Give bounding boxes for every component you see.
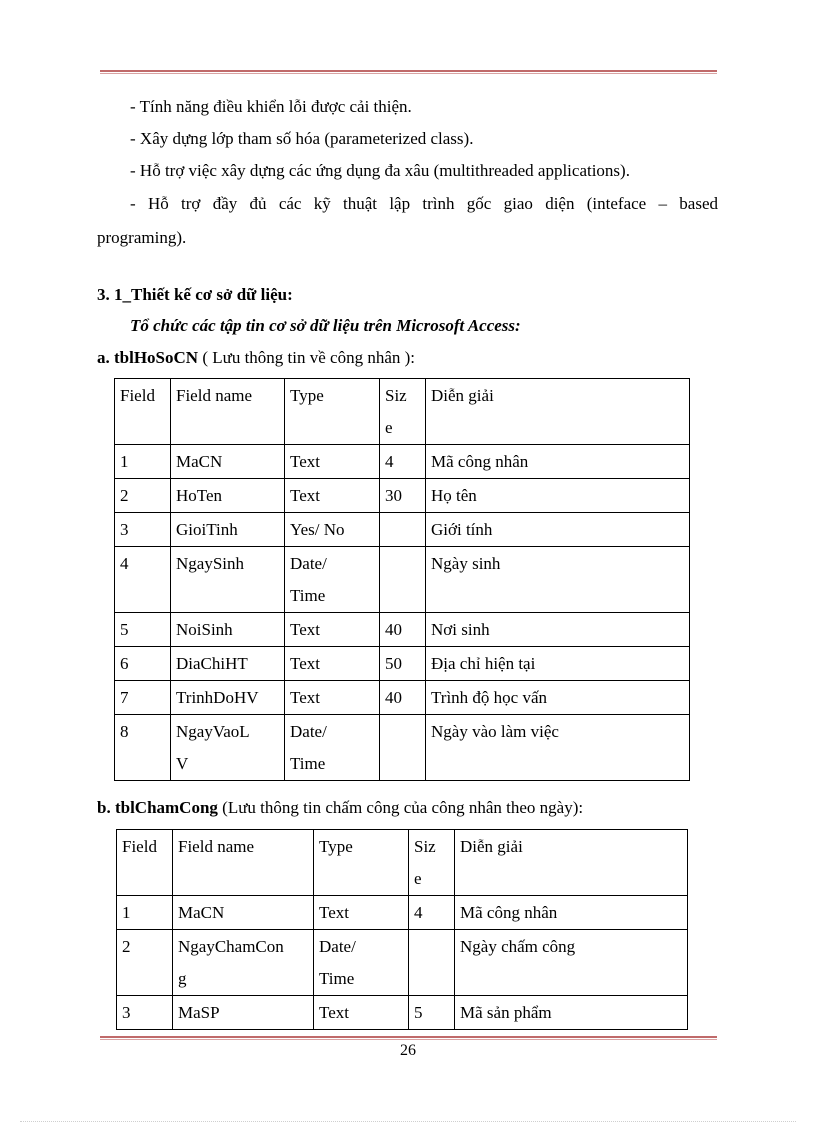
table-cell: Field [115, 379, 171, 445]
table-tblhosocn [114, 378, 690, 781]
table-cell: Diễn giải [455, 830, 688, 896]
table-cell: Date/ Time [314, 930, 409, 996]
table-cell: Text [285, 647, 380, 681]
table-cell: 4 [115, 547, 171, 613]
table-cell: 6 [115, 647, 171, 681]
table-cell: Mã sản phẩm [455, 996, 688, 1030]
table-row [117, 930, 688, 996]
table-cell: 4 [409, 896, 455, 930]
table-cell: MaCN [173, 896, 314, 930]
table-cell: 4 [380, 445, 426, 479]
table-cell: 8 [115, 715, 171, 781]
table-cell: Field [117, 830, 173, 896]
section-heading: 3. 1_Thiết kế cơ sở dữ liệu: [97, 285, 293, 304]
table-cell: HoTen [171, 479, 285, 513]
page-bottom-dotted-line [20, 1121, 796, 1122]
table-cell: 2 [115, 479, 171, 513]
table-cell: Yes/ No [285, 513, 380, 547]
table-row [115, 513, 690, 547]
table-cell: Field name [173, 830, 314, 896]
table-cell: 3 [115, 513, 171, 547]
table-row [115, 547, 690, 613]
table-cell: MaSP [173, 996, 314, 1030]
table-cell: Type [314, 830, 409, 896]
table-cell: Mã công nhân [426, 445, 690, 479]
table-cell: NgaySinh [171, 547, 285, 613]
table-cell: DiaChiHT [171, 647, 285, 681]
table-cell: Text [285, 613, 380, 647]
table-cell: 1 [115, 445, 171, 479]
table-cell: 30 [380, 479, 426, 513]
table-cell: Text [314, 996, 409, 1030]
bullet-error-handling: - Tính năng điều khiển lỗi được cải thiện. [130, 97, 412, 116]
table-row [117, 996, 688, 1030]
table-cell [409, 930, 455, 996]
table-a-label: a. tblHoSoCN ( Lưu thông tin về công nhân ): [97, 348, 416, 367]
table-cell: 40 [380, 681, 426, 715]
table-cell: 3 [117, 996, 173, 1030]
table-cell: Text [285, 681, 380, 715]
table-row [115, 479, 690, 513]
bullet-continuation: programing). [97, 228, 187, 247]
bullet-multithreaded: - Hỗ trợ việc xây dựng các ứng dụng đa xâu (multithreaded applications). [130, 161, 630, 180]
table-cell: Trình độ học vấn [426, 681, 690, 715]
table-cell: Text [285, 479, 380, 513]
table-cell: TrinhDoHV [171, 681, 285, 715]
table-cell [380, 513, 426, 547]
table-cell: Text [314, 896, 409, 930]
table-cell: GioiTinh [171, 513, 285, 547]
section-subheading: Tổ chức các tập tin cơ sở dữ liệu trên Microsoft Access: [130, 316, 521, 335]
table-cell: Date/ Time [285, 547, 380, 613]
table-cell: NgayVaoL V [171, 715, 285, 781]
table-cell: Siz e [380, 379, 426, 445]
table-cell: Ngày chấm công [455, 930, 688, 996]
table-cell: MaCN [171, 445, 285, 479]
table-cell: Text [285, 445, 380, 479]
table-header-row [115, 379, 690, 445]
table-cell: NgayChamCon g [173, 930, 314, 996]
table-cell: 5 [115, 613, 171, 647]
table-b-label: b. tblChamCong (Lưu thông tin chấm công của công nhân theo ngày): [97, 798, 584, 817]
table-cell: NoiSinh [171, 613, 285, 647]
table-cell: 40 [380, 613, 426, 647]
table-row [115, 445, 690, 479]
table-cell: Type [285, 379, 380, 445]
table-cell: Địa chỉ hiện tại [426, 647, 690, 681]
table-row [117, 896, 688, 930]
table-cell: Field name [171, 379, 285, 445]
table-cell: Mã công nhân [455, 896, 688, 930]
table-cell: Ngày vào làm việc [426, 715, 690, 781]
table-cell: Giới tính [426, 513, 690, 547]
table-cell: 7 [115, 681, 171, 715]
table-cell: Họ tên [426, 479, 690, 513]
table-cell: Ngày sinh [426, 547, 690, 613]
table-row [115, 681, 690, 715]
table-cell: 5 [409, 996, 455, 1030]
table-cell: Nơi sinh [426, 613, 690, 647]
footer-rule [100, 1036, 717, 1040]
table-row [115, 715, 690, 781]
table-cell: Date/ Time [285, 715, 380, 781]
bullet-parameterized-class: - Xây dựng lớp tham số hóa (parameterized class). [130, 129, 474, 148]
table-row [115, 613, 690, 647]
table-cell [380, 547, 426, 613]
header-rule [100, 70, 717, 74]
table-cell: 50 [380, 647, 426, 681]
page-number: 26 [400, 1042, 416, 1059]
bullet-interface-based: - Hỗ trợ đầy đủ các kỹ thuật lập trình gốc giao diện (inteface – based [130, 194, 718, 213]
table-header-row [117, 830, 688, 896]
table-cell: Siz e [409, 830, 455, 896]
table-row [115, 647, 690, 681]
table-tblchamcong [116, 829, 688, 1030]
table-cell: 2 [117, 930, 173, 996]
table-cell [380, 715, 426, 781]
table-cell: Diễn giải [426, 379, 690, 445]
table-cell: 1 [117, 896, 173, 930]
